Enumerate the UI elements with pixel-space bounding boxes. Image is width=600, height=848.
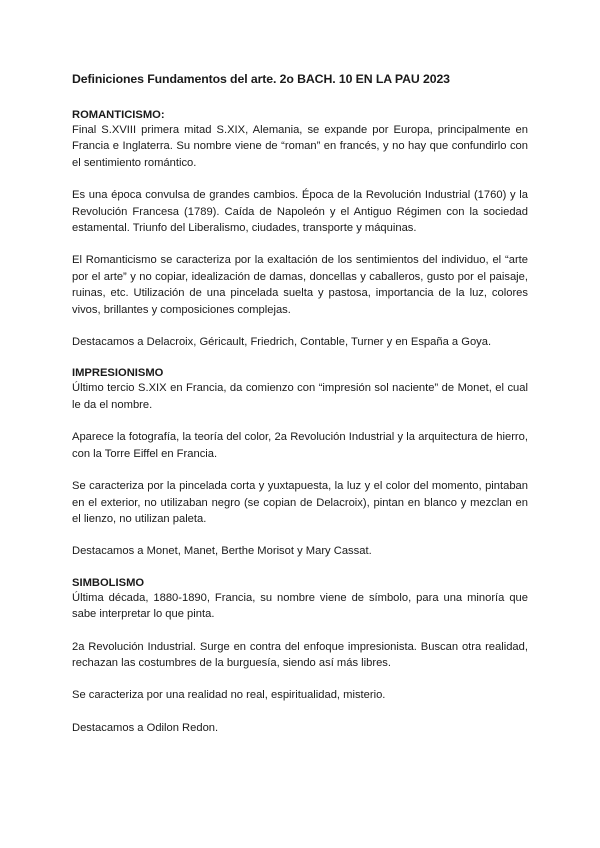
- paragraph: Destacamos a Odilon Redon.: [72, 721, 219, 734]
- section-impresionismo: [72, 366, 528, 559]
- paragraph: El Romanticismo se caracteriza por la exaltación de los sentimientos del individuo, el “arte por el arte” y no copiar, idealización de damas, doncellas y caballeros, gusto por el paisaje, ruinas, etc. Utilización de una pincelada suelta y pastosa, importancia de la luz, colores vivos, brillantes y composiciones complejas.: [72, 254, 528, 316]
- section-heading-simbolismo: SIMBOLISMO: [72, 576, 145, 589]
- paragraph: 2a Revolución Industrial. Surge en contra del enfoque impresionista. Buscan otra realidad, rechazan las costumbres de la burguesía, siendo así más libres.: [72, 640, 528, 669]
- paragraph: Último tercio S.XIX en Francia, da comienzo con “impresión sol naciente” de Monet, el cual le da el nombre.: [72, 382, 528, 411]
- paragraph: Aparece la fotografía, la teoría del color, 2a Revolución Industrial y la arquitectura de hierro, con la Torre Eiffel en Francia.: [72, 431, 528, 460]
- document-title: Definiciones Fundamentos del arte. 2o BACH. 10 EN LA PAU 2023: [72, 72, 450, 86]
- paragraph: Final S.XVIII primera mitad S.XIX, Alemania, se expande por Europa, principalmente en Francia e Inglaterra. Su nombre viene de “roman” en francés, y no hay que confundirlo con el sentimiento romántico.: [72, 124, 528, 169]
- paragraph: Se caracteriza por la pincelada corta y yuxtapuesta, la luz y el color del momento, pintaban en el exterior, no utilizaban negro (se copian de Delacroix), pintan en blanco y mezclan en el lienzo, no utilizan paleta.: [72, 480, 528, 525]
- paragraph: Última década, 1880-1890, Francia, su nombre viene de símbolo, para una minoría que sabe interpretar lo que pinta.: [72, 591, 528, 621]
- paragraph: Destacamos a Monet, Manet, Berthe Morisot y Mary Cassat.: [72, 545, 372, 558]
- paragraph: Destacamos a Delacroix, Géricault, Friedrich, Contable, Turner y en España a Goya.: [72, 336, 492, 349]
- paragraph: Es una época convulsa de grandes cambios. Época de la Revolución Industrial (1760) y la Revolución Francesa (1789). Caída de Napoleón y el Antiguo Régimen con la sociedad estamental. Triunfo del Liberalismo, ciudades, transporte y máquinas.: [72, 189, 528, 235]
- section-simbolismo: [72, 576, 528, 736]
- section-romanticismo: [72, 108, 528, 350]
- section-heading-romanticismo: ROMANTICISMO:: [72, 109, 165, 121]
- paragraph: Se caracteriza por una realidad no real, espiritualidad, misterio.: [72, 689, 386, 702]
- section-heading-impresionismo: IMPRESIONISMO: [72, 367, 164, 380]
